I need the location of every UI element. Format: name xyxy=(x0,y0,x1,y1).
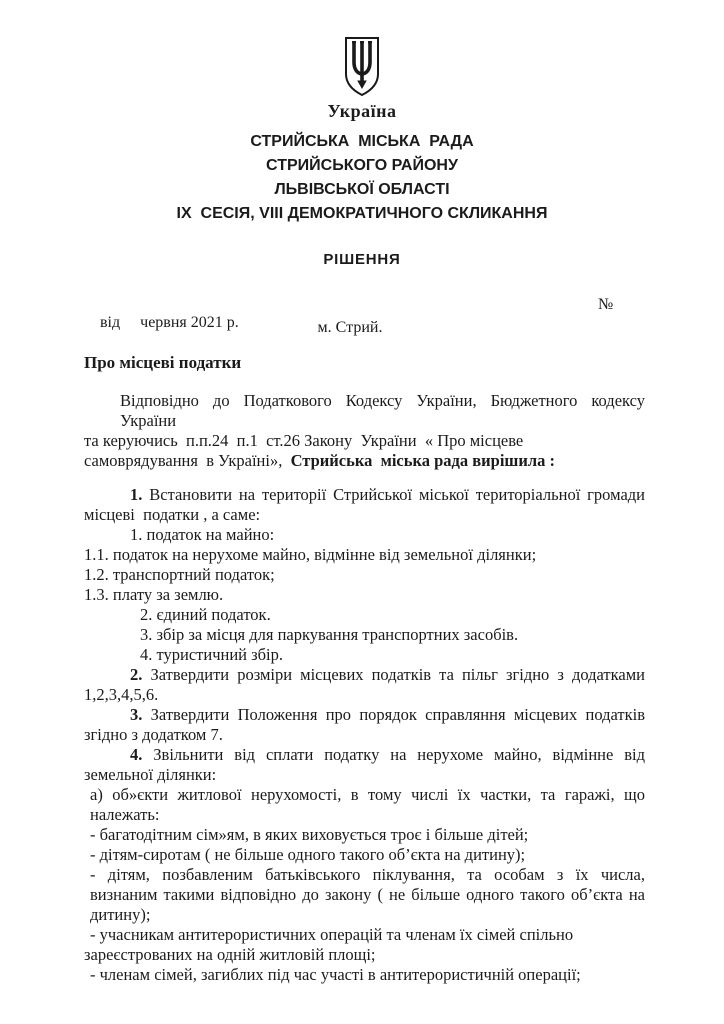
tryzub-icon xyxy=(342,36,382,98)
document-line xyxy=(84,585,645,605)
document-line xyxy=(84,471,645,485)
document-line xyxy=(84,431,645,451)
text-segment: а) об»єкти житлової нерухомості, в тому числі їх частки, та гаражі, що xyxy=(90,785,645,804)
text-segment: 4. туристичний збір. xyxy=(140,645,283,664)
text-segment: та керуючись п.п.24 п.1 ст.26 Закону України « Про місцеве xyxy=(84,431,524,450)
subject-title: Про місцеві податки xyxy=(84,353,242,372)
document-line xyxy=(84,805,645,825)
document-line xyxy=(84,925,645,945)
document-line xyxy=(84,865,645,885)
org-name-line: IX СЕСІЯ, VIII ДЕМОКРАТИЧНОГО СКЛИКАННЯ xyxy=(176,205,548,222)
text-segment: Затвердити розміри місцевих податків та пільг згідно з додатками xyxy=(142,665,645,684)
document-line xyxy=(84,885,645,905)
coat-of-arms xyxy=(0,36,724,98)
bold-text-segment: 1. xyxy=(130,485,143,504)
text-segment: Встановити на території Стрийської міської територіальної громади xyxy=(142,485,645,504)
document-line xyxy=(84,785,645,805)
document-line xyxy=(84,965,645,985)
document-type: РІШЕННЯ xyxy=(323,251,401,268)
bold-text-segment: 2. xyxy=(130,665,143,684)
text-segment: Звільнити від сплати податку на нерухоме майно, відмінне від xyxy=(142,745,645,764)
document-line xyxy=(84,605,645,625)
country-name: Україна xyxy=(327,101,397,121)
document-line xyxy=(84,725,645,745)
text-segment: - багатодітним сім»ям, в яких виховується троє і більше дітей; xyxy=(90,825,529,844)
document-line xyxy=(84,845,645,865)
text-segment: згідно з додатком 7. xyxy=(84,725,223,744)
org-name-line: ЛЬВІВСЬКОЇ ОБЛАСТІ xyxy=(274,181,450,198)
text-segment: самоврядування в Україні», xyxy=(84,451,291,470)
document-line xyxy=(84,905,645,925)
document-line xyxy=(84,391,645,431)
text-segment: - дітям-сиротам ( не більше одного такого об’єкта на дитину); xyxy=(90,845,526,864)
text-segment: дитину); xyxy=(90,905,151,924)
text-segment: 1. податок на майно: xyxy=(130,525,275,544)
document-line xyxy=(84,565,645,585)
text-segment: 1.3. плату за землю. xyxy=(84,585,224,604)
document-line xyxy=(84,705,645,725)
org-header xyxy=(0,130,724,226)
text-segment: земельної ділянки: xyxy=(84,765,217,784)
document-line xyxy=(84,525,645,545)
document-line xyxy=(84,825,645,845)
org-name-line: СТРИЙСЬКА МІСЬКА РАДА xyxy=(250,133,474,150)
bold-text-segment: 4. xyxy=(130,745,143,764)
text-segment: 1.2. транспортний податок; xyxy=(84,565,275,584)
text-segment: - дітям, позбавленим батьківського піклування, та особам з їх числа, xyxy=(90,865,645,884)
document-line xyxy=(84,945,645,965)
text-segment: - членам сімей, загиблих під час участі в антитерористичній операції; xyxy=(90,965,581,984)
place-line: м. Стрий. xyxy=(317,319,383,336)
text-segment: 2. єдиний податок. xyxy=(140,605,271,624)
document-line xyxy=(84,505,645,525)
text-segment: 3. збір за місця для паркування транспортних засобів. xyxy=(140,625,519,644)
text-segment: 1.1. податок на нерухоме майно, відмінне від земельної ділянки; xyxy=(84,545,537,564)
text-segment: Відповідно до Податкового Кодексу України, Бюджетного кодексу України xyxy=(120,391,645,430)
text-segment: визнаним такими відповідно до закону ( не більше одного такого об’єкта на xyxy=(90,885,645,904)
document-line xyxy=(84,765,645,785)
text-segment: 1,2,3,4,5,6. xyxy=(84,685,159,704)
text-segment: зареєстрованих на одній житловій площі; xyxy=(84,945,376,964)
document-line xyxy=(84,645,645,665)
bold-text-segment: 3. xyxy=(130,705,143,724)
text-segment: належать: xyxy=(90,805,160,824)
document-line xyxy=(84,745,645,765)
document-line xyxy=(84,625,645,645)
document-body xyxy=(84,391,645,985)
document-line xyxy=(84,685,645,705)
org-name-line: СТРИЙСЬКОГО РАЙОНУ xyxy=(266,157,458,174)
text-segment: місцеві податки , а саме: xyxy=(84,505,261,524)
document-line xyxy=(84,485,645,505)
bold-text-segment: Стрийська міська рада вирішила : xyxy=(290,451,555,470)
document-line xyxy=(84,451,645,471)
date-text: від червня 2021 р. xyxy=(100,314,239,331)
document-line xyxy=(84,545,645,565)
text-segment: - учасникам антитерористичних операцій та членам їх сімей спільно xyxy=(90,925,574,944)
document-line xyxy=(84,665,645,685)
number-label: № xyxy=(598,296,614,313)
text-segment: Затвердити Положення про порядок справляння місцевих податків xyxy=(142,705,645,724)
